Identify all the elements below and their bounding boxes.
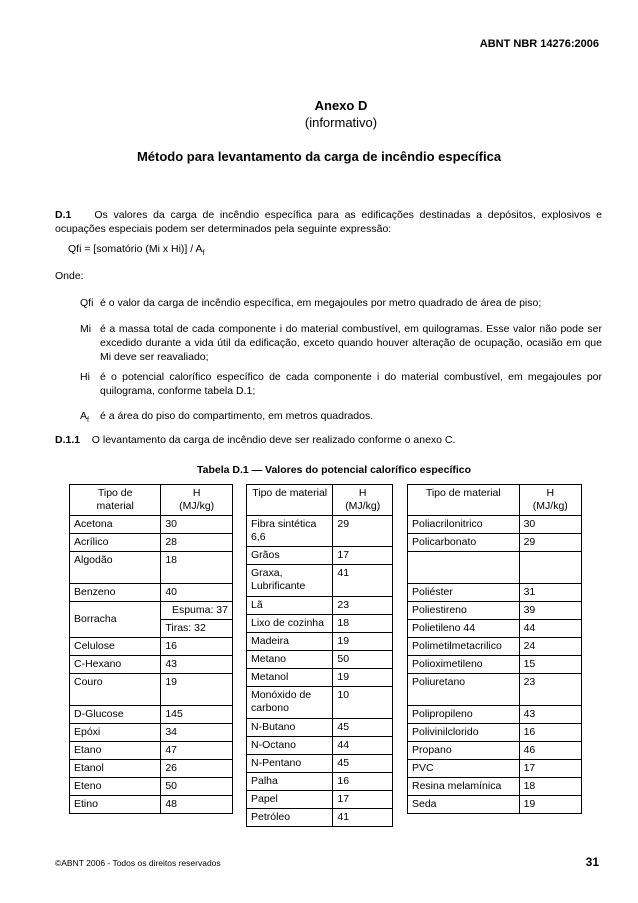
table-cell: N-Butano (247, 719, 333, 737)
table-cell: 17 (333, 791, 393, 809)
table-cell: Espuma: 37 (161, 602, 233, 620)
table-row (70, 516, 233, 534)
section-d1 (55, 208, 602, 236)
table-cell: 15 (519, 656, 581, 674)
table-cell (519, 552, 581, 584)
table-cell: 45 (333, 755, 393, 773)
main-title: Método para levantamento da carga de incêndio específica (136, 149, 502, 164)
table-cell: Fibra sintética 6,6 (247, 516, 333, 547)
definition-qfi (80, 296, 602, 310)
table-cell: Lixo de cozinha (247, 615, 333, 633)
page-number: 31 (585, 855, 599, 869)
table-cell: Polivinilclorido (408, 724, 520, 742)
section-text: Os valores da carga de incêndio específica para as edificações destinadas a depósitos, explosivos e ocupações especiais podem ser determinados pela seguinte expressão: (55, 209, 602, 235)
table-cell: 50 (161, 778, 233, 796)
annex-title: Anexo D (314, 98, 368, 113)
table-cell: Epóxi (70, 724, 161, 742)
table-cell: Metano (247, 651, 333, 669)
table-row (247, 547, 393, 565)
table-cell: 39 (519, 602, 581, 620)
definition-symbol: Qfi (80, 297, 94, 309)
formula-main: Qfi = [somatório (Mi x Hi)] / A (68, 243, 203, 255)
table-cell: Madeira (247, 633, 333, 651)
table-row (408, 778, 582, 796)
table-cell: 50 (333, 651, 393, 669)
definition-text: é o valor da carga de incêndio específica, em megajoules por metro quadrado de área de piso; (100, 297, 542, 309)
table-cell: 16 (333, 773, 393, 791)
table-row (70, 656, 233, 674)
table-cell: Petróleo (247, 809, 333, 827)
table-cell: Poliacrilonitrico (408, 516, 520, 534)
column-header-material: Tipo de material (247, 485, 333, 516)
column-header-h: H (MJ/kg) (333, 485, 393, 516)
table-row (247, 669, 393, 687)
table-cell: 19 (333, 669, 393, 687)
table-cell: 18 (333, 615, 393, 633)
table-cell: Celulose (70, 638, 161, 656)
table-cell: N-Octano (247, 737, 333, 755)
annex-subtitle: (informativo) (304, 115, 378, 130)
table-row (70, 534, 233, 552)
table-cell: Lã (247, 597, 333, 615)
table-cell: Metanol (247, 669, 333, 687)
column-header-material: Tipo de material (408, 485, 520, 516)
table-row (408, 796, 582, 814)
column-header-material: Tipo de material (70, 485, 161, 516)
table-cell: D-Glucose (70, 706, 161, 724)
table-row (408, 584, 582, 602)
table-cell: 46 (519, 742, 581, 760)
table-cell: Monóxido de carbono (247, 687, 333, 719)
table-row (408, 760, 582, 778)
table-row (408, 602, 582, 620)
section-number: D.1.1 (55, 434, 81, 446)
table-caption: Tabela D.1 — Valores do potencial calorífico específico (196, 464, 472, 476)
table-cell: Polioximetileno (408, 656, 520, 674)
table-cell: Propano (408, 742, 520, 760)
table-cell: 29 (519, 534, 581, 552)
table-cell: Graxa, Lubrificante (247, 565, 333, 597)
table-cell: 26 (161, 760, 233, 778)
table-row (247, 565, 393, 597)
definition-af (80, 409, 602, 423)
table-cell: 19 (333, 633, 393, 651)
table-cell: 47 (161, 742, 233, 760)
table-cell: Borracha (70, 602, 161, 638)
table-cell: Eteno (70, 778, 161, 796)
formula-subscript: f (202, 250, 205, 258)
table-cell: Policarbonato (408, 534, 520, 552)
table-cell: 30 (161, 516, 233, 534)
table-cell: 28 (161, 534, 233, 552)
table-cell: Poliestireno (408, 602, 520, 620)
definition-text: é o potencial calorífico específico de cada componente i do material combustível, em megajoules por quilograma, conforme tabela D.1; (100, 371, 602, 397)
definition-hi (80, 370, 602, 398)
table-cell: 16 (519, 724, 581, 742)
section-text: O levantamento da carga de incêndio deve ser realizado conforme o anexo C. (91, 434, 456, 446)
table-cell: Papel (247, 791, 333, 809)
formula (68, 243, 204, 257)
table-row (70, 796, 233, 814)
table-cell: 19 (519, 796, 581, 814)
table-row (408, 534, 582, 552)
table-row (247, 597, 393, 615)
table-cell: Polimetilmetacrilico (408, 638, 520, 656)
table-cell: 17 (333, 547, 393, 565)
table-row (70, 638, 233, 656)
table-row (408, 742, 582, 760)
table-cell: Resina melamínica (408, 778, 520, 796)
definition-text: é a massa total de cada componente i do material combustível, em quilogramas. Esse valor não pode ser excedido durante a vida útil da edificação, exceto quando houver alteração de ocupação, ocasião em que Mi deve ser reavaliado; (100, 323, 602, 363)
section-number: D.1 (55, 209, 72, 221)
table-cell: 29 (333, 516, 393, 547)
table-cell: 41 (333, 565, 393, 597)
table-row (70, 552, 233, 584)
table-row (247, 651, 393, 669)
table-row (247, 633, 393, 651)
table-cell: Grãos (247, 547, 333, 565)
table-cell: Acetona (70, 516, 161, 534)
table-part-1 (69, 484, 233, 814)
table-cell: C-Hexano (70, 656, 161, 674)
table-row (247, 737, 393, 755)
onde-label: Onde: (55, 270, 84, 282)
table-cell: Etino (70, 796, 161, 814)
table-row (70, 674, 233, 706)
table-cell: Poliéster (408, 584, 520, 602)
header-standard: ABNT NBR 14276:2006 (479, 38, 599, 50)
table-cell: Couro (70, 674, 161, 706)
table-row (408, 724, 582, 742)
table-cell: Algodão (70, 552, 161, 584)
table-cell: 145 (161, 706, 233, 724)
table-row (408, 552, 582, 584)
table-row (70, 760, 233, 778)
table-row (70, 602, 233, 620)
table-cell: Poliuretano (408, 674, 520, 706)
table-cell: Etano (70, 742, 161, 760)
table-row (70, 778, 233, 796)
table-row (247, 516, 393, 547)
table-cell: 18 (161, 552, 233, 584)
table-cell: 23 (519, 674, 581, 706)
table-cell: N-Pentano (247, 755, 333, 773)
table-cell: 23 (333, 597, 393, 615)
table-cell: 43 (161, 656, 233, 674)
definition-symbol: $A_f$ (80, 410, 89, 425)
table-cell: 18 (519, 778, 581, 796)
section-d11 (55, 433, 602, 447)
table-cell (408, 552, 520, 584)
table-cell: PVC (408, 760, 520, 778)
table-row (247, 791, 393, 809)
table-row (247, 773, 393, 791)
table-row (247, 687, 393, 719)
table-cell: 44 (333, 737, 393, 755)
table-row (247, 719, 393, 737)
table-row (408, 674, 582, 706)
table-row (247, 755, 393, 773)
table-part-3 (407, 484, 582, 814)
table-row (247, 615, 393, 633)
table-cell: Acrílico (70, 534, 161, 552)
definition-text: é a área do piso do compartimento, em metros quadrados. (100, 410, 374, 422)
table-cell: 45 (333, 719, 393, 737)
table-row (70, 706, 233, 724)
table-row (70, 584, 233, 602)
table-row (247, 809, 393, 827)
table-row (70, 742, 233, 760)
definition-symbol: Hi (80, 371, 90, 383)
table-cell: 48 (161, 796, 233, 814)
table-cell: 41 (333, 809, 393, 827)
table-row (408, 620, 582, 638)
column-header-h: H (MJ/kg) (161, 485, 233, 516)
definition-mi (80, 322, 602, 364)
table-cell: 31 (519, 584, 581, 602)
table-row (70, 724, 233, 742)
table-cell: 17 (519, 760, 581, 778)
table-row (408, 516, 582, 534)
table-cell: 24 (519, 638, 581, 656)
table-cell: 16 (161, 638, 233, 656)
table-row (408, 638, 582, 656)
table-cell: Tiras: 32 (161, 620, 233, 638)
footer-copyright: ©ABNT 2006 - Todos os direitos reservados (55, 858, 221, 868)
table-cell: 19 (161, 674, 233, 706)
table-cell: 30 (519, 516, 581, 534)
table-row (408, 706, 582, 724)
table-cell: Seda (408, 796, 520, 814)
table-cell: Polietileno 44 (408, 620, 520, 638)
table-cell: 34 (161, 724, 233, 742)
table-cell: Palha (247, 773, 333, 791)
table-cell: 40 (161, 584, 233, 602)
column-header-h: H (MJ/kg) (519, 485, 581, 516)
table-part-2 (246, 484, 393, 827)
table-row (408, 656, 582, 674)
table-cell: Benzeno (70, 584, 161, 602)
table-cell: 43 (519, 706, 581, 724)
table-cell: Polipropileno (408, 706, 520, 724)
table-cell: 44 (519, 620, 581, 638)
table-cell: 10 (333, 687, 393, 719)
definition-symbol: Mi (80, 323, 92, 335)
table-cell: Etanol (70, 760, 161, 778)
